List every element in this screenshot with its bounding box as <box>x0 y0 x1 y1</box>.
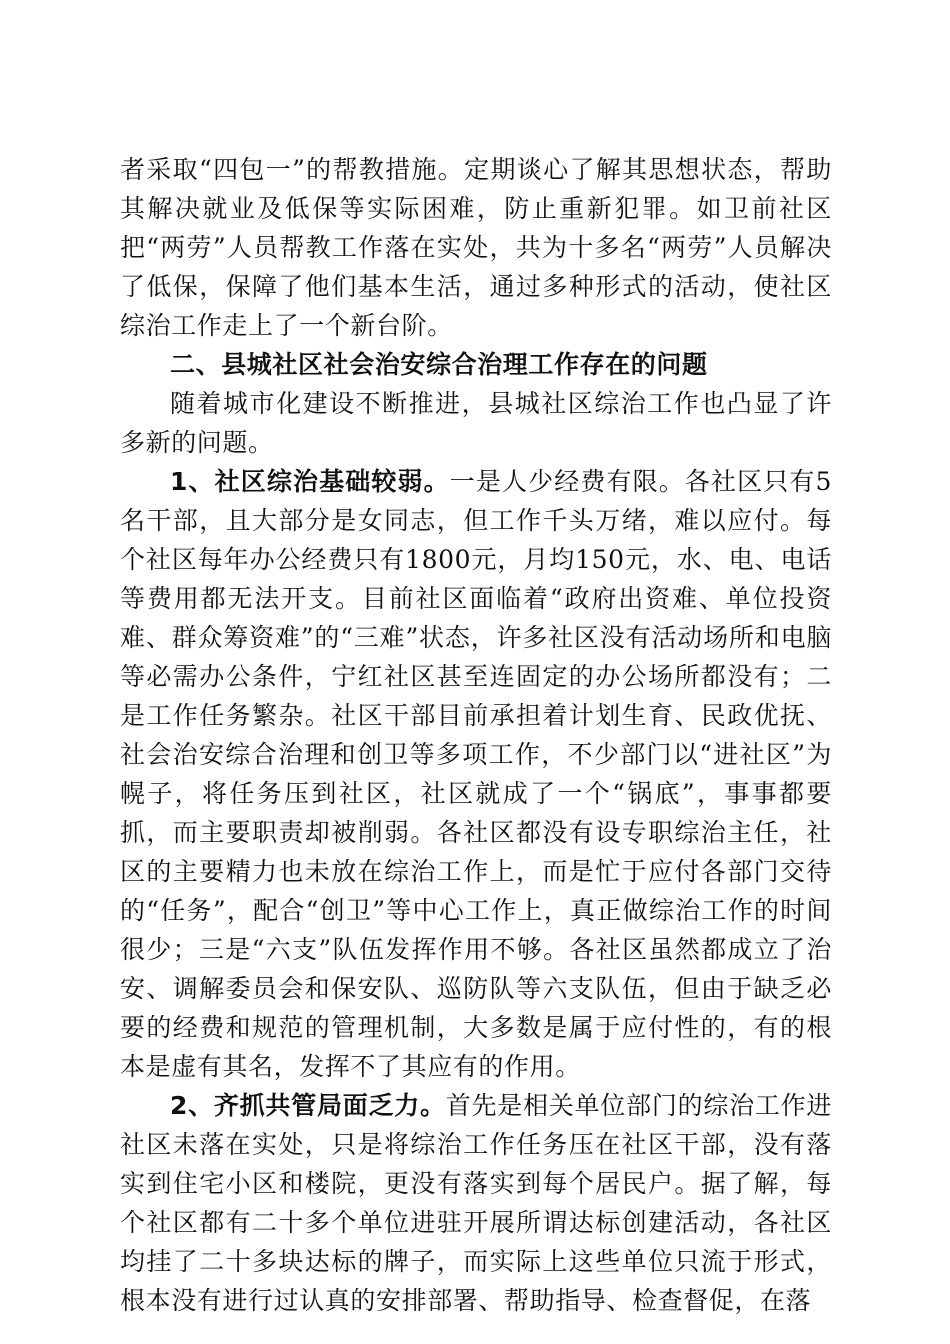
section-intro-paragraph: 随着城市化建设不断推进，县城社区综治工作也凸显了许多新的问题。 <box>120 389 832 457</box>
item-1-paragraph <box>120 462 832 1086</box>
document-body <box>120 150 832 1320</box>
item-1-title: 1、社区综治基础较弱。 <box>170 467 450 496</box>
item-2-paragraph <box>120 1086 832 1320</box>
item-1-body: 一是人少经费有限。各社区只有5名干部，且大部分是女同志，但工作千头万绪，难以应付。每个社区每年办公经费只有1800元，月均150元，水、电、电话等费用都无法开支。目前社区面临着“政府出资难、单位投资难、群众筹资难”的“三难”状态，许多社区没有活动场所和电脑等必需办公条件，宁红社区甚至连固定的办公场所都没有；二是工作任务繁杂。社区干部目前承担着计划生育、民政优抚、社会治安综合治理和创卫等多项工作，不少部门以“进社区”为幌子，将任务压到社区，社区就成了一个“锅底”，事事都要抓，而主要职责却被削弱。各社区都没有设专职综治主任，社区的主要精力也未放在综治工作上，而是忙于应付各部门交待的“任务”，配合“创卫”等中心工作上，真正做综治工作的时间很少；三是“六支”队伍发挥作用不够。各社区虽然都成立了治安、调解委员会和保安队、巡防队等六支队伍，但由于缺乏必要的经费和规范的管理机制，大多数是属于应付性的，有的根本是虚有其名，发挥不了其应有的作用。 <box>120 467 832 1081</box>
paragraph-intro: 者采取“四包一”的帮教措施。定期谈心了解其思想状态，帮助其解决就业及低保等实际困难，防止重新犯罪。如卫前社区把“两劳”人员帮教工作落在实处，共为十多名“两劳”人员解决了低保，保障了他们基本生活，通过多种形式的活动，使社区综治工作走上了一个新台阶。 <box>120 155 832 340</box>
item-2-body: 首先是相关单位部门的综治工作进社区未落在实处，只是将综治工作任务压在社区干部，没有落实到住宅小区和楼院，更没有落实到每个居民户。据了解，每个社区都有二十多个单位进驻开展所谓达标创建活动，各社区均挂了二十多块达标的牌子，而实际上这些单位只流于形式，根本没有进行过认真的安排部署、帮助指导、检查督促，在落 <box>120 1091 832 1315</box>
item-2-title: 2、齐抓共管局面乏力。 <box>170 1091 446 1120</box>
section-heading: 二、县城社区社会治安综合治理工作存在的问题 <box>170 350 708 379</box>
